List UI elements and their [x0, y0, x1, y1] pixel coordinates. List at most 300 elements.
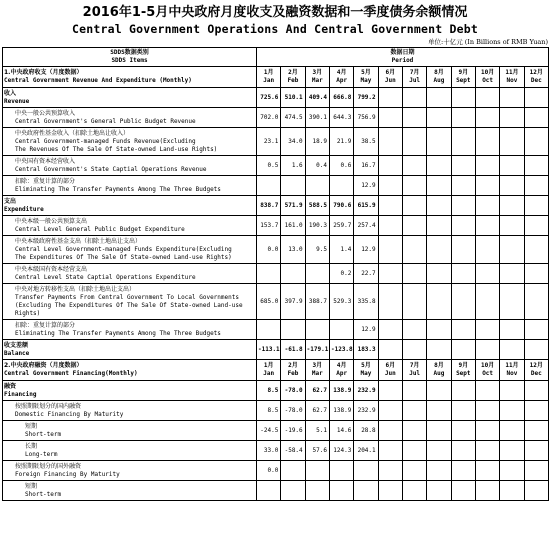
table-row [3, 461, 549, 481]
value-cell: 28.8 [354, 421, 378, 441]
month-label-en: May [360, 370, 372, 377]
row-label-cn: 收支差额 [4, 341, 29, 349]
value-cell: 0.0 [257, 461, 281, 481]
value-cell: 790.6 [329, 196, 353, 216]
value-cell [451, 196, 475, 216]
month-label-cn: 11月 [505, 69, 519, 76]
month-label-en: Dec [530, 370, 542, 377]
value-cell [475, 461, 499, 481]
value-cell [524, 421, 548, 441]
value-cell [500, 381, 524, 401]
value-cell [427, 156, 451, 176]
value-cell: 23.1 [257, 128, 281, 156]
value-cell: 257.4 [354, 216, 378, 236]
month-label-en: Sept [456, 370, 471, 377]
value-cell [281, 320, 305, 340]
table-row [3, 441, 549, 461]
value-cell: 12.9 [354, 320, 378, 340]
row-label [3, 156, 257, 176]
value-cell: 838.7 [257, 196, 281, 216]
month-header [354, 360, 378, 381]
value-cell [451, 441, 475, 461]
month-header [329, 67, 353, 88]
row-label-en: Long-term [25, 450, 58, 458]
value-cell [427, 421, 451, 441]
month-header [378, 360, 402, 381]
value-cell: 12.9 [354, 176, 378, 196]
section-title [3, 360, 257, 381]
row-label-cn: 中央国有资本经营收入 [15, 157, 76, 165]
value-cell [402, 421, 426, 441]
row-label-cn: 中央一般公共预算收入 [15, 109, 76, 117]
value-cell: 38.5 [354, 128, 378, 156]
month-label-cn: 1月 [263, 69, 274, 76]
month-header [257, 360, 281, 381]
row-label-cn: 支出 [4, 197, 17, 205]
value-cell [475, 284, 499, 320]
table-row [3, 421, 549, 441]
row-label-en: Central Level General Public Budget Expenditure [15, 225, 185, 233]
value-cell [451, 481, 475, 501]
month-header [427, 67, 451, 88]
value-cell [257, 264, 281, 284]
value-cell [378, 88, 402, 108]
value-cell [427, 481, 451, 501]
value-cell [305, 320, 329, 340]
value-cell [427, 401, 451, 421]
value-cell: 0.4 [305, 156, 329, 176]
row-label-en: Financing [4, 390, 37, 398]
row-label-en: The Revenues Of The Sale Of State-owned Land-use Rights) [15, 145, 218, 153]
value-cell [500, 401, 524, 421]
month-header [257, 67, 281, 88]
value-cell: 529.3 [329, 284, 353, 320]
value-cell [427, 176, 451, 196]
value-cell [402, 340, 426, 360]
month-header [402, 67, 426, 88]
month-header [281, 67, 305, 88]
value-cell [402, 176, 426, 196]
value-cell [524, 236, 548, 264]
value-cell: 397.9 [281, 284, 305, 320]
row-label-en: Revenue [4, 97, 30, 105]
month-label-en: Oct [482, 77, 494, 84]
value-cell: -113.1 [257, 340, 281, 360]
row-label-en: Transfer Payments From Central Government To Local Governments [15, 293, 239, 301]
value-cell [257, 320, 281, 340]
value-cell [427, 441, 451, 461]
value-cell: 62.7 [305, 381, 329, 401]
value-cell: 409.4 [305, 88, 329, 108]
row-label [3, 381, 257, 401]
month-label-cn: 10月 [481, 69, 495, 76]
value-cell: 57.6 [305, 441, 329, 461]
data-table [2, 47, 549, 501]
month-header [329, 360, 353, 381]
month-header [451, 360, 475, 381]
value-cell [524, 128, 548, 156]
value-cell: 183.3 [354, 340, 378, 360]
value-cell [475, 381, 499, 401]
section-title-en: Central Government Financing(Monthly) [4, 370, 138, 377]
value-cell [305, 264, 329, 284]
month-label-en: Jul [409, 370, 421, 377]
month-label-en: Apr [336, 370, 348, 377]
value-cell [500, 461, 524, 481]
month-header [402, 360, 426, 381]
value-cell [451, 284, 475, 320]
value-cell [378, 441, 402, 461]
row-label-en: Balance [4, 349, 30, 357]
items-header-cn: SDDS数据类别 [110, 49, 149, 56]
value-cell [524, 320, 548, 340]
value-cell: 685.0 [257, 284, 281, 320]
value-cell [475, 320, 499, 340]
value-cell [475, 128, 499, 156]
month-label-cn: 8月 [434, 362, 444, 369]
value-cell [402, 108, 426, 128]
value-cell [500, 176, 524, 196]
value-cell [524, 401, 548, 421]
value-cell [378, 320, 402, 340]
page-title-en: Central Government Operations And Central Government Debt [71, 22, 479, 36]
row-label [3, 481, 257, 501]
value-cell: 571.9 [281, 196, 305, 216]
row-label [3, 88, 257, 108]
month-label-cn: 4月 [336, 362, 347, 369]
value-cell [451, 88, 475, 108]
row-label-en: Rights) [15, 309, 41, 317]
value-cell [475, 401, 499, 421]
value-cell: -78.0 [281, 381, 305, 401]
period-header [257, 48, 549, 67]
month-label-en: Jan [263, 370, 275, 377]
value-cell [524, 196, 548, 216]
month-label-cn: 3月 [312, 362, 323, 369]
value-cell [427, 381, 451, 401]
value-cell [451, 264, 475, 284]
value-cell [475, 176, 499, 196]
month-label-cn: 1月 [263, 362, 274, 369]
page-title-cn: 2016年1-5月中央政府月度收支及融资数据和一季度债务余额情况 [82, 5, 468, 20]
value-cell: 8.5 [257, 401, 281, 421]
row-label-en: Central Government's General Public Budget Revenue [15, 117, 196, 125]
value-cell [378, 108, 402, 128]
row-label-en: Foreign Financing By Maturity [15, 470, 120, 478]
value-cell [378, 401, 402, 421]
value-cell [402, 216, 426, 236]
row-label-cn: 扣除：重复计算的部分 [15, 177, 76, 185]
row-label-cn: 中央对地方转移性支出（扣除土地出让支出） [15, 285, 136, 293]
value-cell [524, 108, 548, 128]
month-header [281, 360, 305, 381]
value-cell [451, 156, 475, 176]
value-cell [500, 481, 524, 501]
month-label-en: Sept [456, 77, 471, 84]
row-label [3, 236, 257, 264]
row-label [3, 421, 257, 441]
row-label [3, 264, 257, 284]
month-label-en: Jun [384, 77, 396, 84]
table-row [3, 340, 549, 360]
row-label [3, 108, 257, 128]
row-label [3, 441, 257, 461]
value-cell [475, 481, 499, 501]
table-row [3, 156, 549, 176]
month-label-en: Feb [287, 77, 299, 84]
value-cell [378, 156, 402, 176]
month-label-en: Apr [336, 77, 348, 84]
row-label-en: Expenditure [4, 205, 44, 213]
value-cell [524, 284, 548, 320]
value-cell [378, 340, 402, 360]
month-label-en: Aug [433, 77, 445, 84]
period-header-en: Period [391, 57, 414, 64]
value-cell [378, 128, 402, 156]
value-cell [524, 264, 548, 284]
value-cell: 21.9 [329, 128, 353, 156]
table-row [3, 284, 549, 320]
value-cell [305, 461, 329, 481]
table-header-row [3, 48, 549, 67]
value-cell [427, 320, 451, 340]
value-cell [354, 461, 378, 481]
value-cell [500, 264, 524, 284]
month-label-cn: 9月 [458, 362, 469, 369]
month-label-cn: 6月 [385, 69, 396, 76]
value-cell [427, 284, 451, 320]
month-label-cn: 12月 [529, 69, 543, 76]
value-cell [402, 320, 426, 340]
value-cell [427, 236, 451, 264]
month-header [305, 67, 329, 88]
section-header-row [3, 360, 549, 381]
value-cell [378, 216, 402, 236]
value-cell [475, 216, 499, 236]
value-cell [524, 340, 548, 360]
value-cell: 138.9 [329, 401, 353, 421]
month-header [451, 67, 475, 88]
value-cell [427, 88, 451, 108]
value-cell [402, 284, 426, 320]
value-cell [524, 441, 548, 461]
value-cell [305, 481, 329, 501]
value-cell: 9.5 [305, 236, 329, 264]
value-cell [500, 340, 524, 360]
value-cell: 22.7 [354, 264, 378, 284]
value-cell [281, 264, 305, 284]
value-cell: 474.5 [281, 108, 305, 128]
value-cell [500, 128, 524, 156]
month-header [475, 67, 499, 88]
value-cell: -58.4 [281, 441, 305, 461]
month-label-en: Mar [311, 370, 323, 377]
month-label-en: Mar [311, 77, 323, 84]
month-label-en: Jul [409, 77, 421, 84]
row-label-cn: 扣除：重复计算的部分 [15, 321, 76, 329]
value-cell: 13.0 [281, 236, 305, 264]
month-label-en: May [360, 77, 372, 84]
value-cell [427, 461, 451, 481]
value-cell [402, 236, 426, 264]
value-cell [500, 216, 524, 236]
row-label [3, 128, 257, 156]
value-cell: -179.1 [305, 340, 329, 360]
value-cell [427, 108, 451, 128]
value-cell [378, 421, 402, 441]
value-cell: 62.7 [305, 401, 329, 421]
month-header [475, 360, 499, 381]
value-cell [475, 340, 499, 360]
unit-note: 单位:十亿元 (In Billions of RMB Yuan) [428, 38, 548, 46]
value-cell: -61.8 [281, 340, 305, 360]
month-label-cn: 3月 [312, 69, 323, 76]
value-cell [427, 216, 451, 236]
value-cell [475, 156, 499, 176]
row-label-cn: 融资 [4, 382, 17, 390]
value-cell [451, 401, 475, 421]
month-header [354, 67, 378, 88]
value-cell [451, 461, 475, 481]
row-label-cn: 短期 [25, 482, 38, 490]
table-row [3, 88, 549, 108]
value-cell [500, 196, 524, 216]
value-cell: 232.9 [354, 401, 378, 421]
value-cell: 756.9 [354, 108, 378, 128]
value-cell: 702.0 [257, 108, 281, 128]
value-cell [402, 128, 426, 156]
value-cell: 725.6 [257, 88, 281, 108]
month-label-cn: 6月 [385, 362, 396, 369]
section-title [3, 67, 257, 88]
value-cell: 190.3 [305, 216, 329, 236]
value-cell: -123.8 [329, 340, 353, 360]
table-row [3, 264, 549, 284]
month-header [427, 360, 451, 381]
table-row [3, 236, 549, 264]
month-label-en: Oct [482, 370, 494, 377]
value-cell: 153.7 [257, 216, 281, 236]
month-label-cn: 4月 [336, 69, 347, 76]
value-cell: 124.3 [329, 441, 353, 461]
row-label-cn: 按照期限划分的国外融资 [15, 462, 82, 470]
value-cell: -19.6 [281, 421, 305, 441]
month-label-en: Jun [384, 370, 396, 377]
row-label-cn: 收入 [4, 89, 17, 97]
value-cell [500, 441, 524, 461]
value-cell [451, 320, 475, 340]
month-label-cn: 7月 [409, 69, 420, 76]
month-header [524, 360, 548, 381]
value-cell [329, 481, 353, 501]
value-cell [402, 88, 426, 108]
value-cell [500, 88, 524, 108]
value-cell [354, 481, 378, 501]
row-label [3, 340, 257, 360]
value-cell [451, 236, 475, 264]
table-row [3, 176, 549, 196]
value-cell [281, 481, 305, 501]
value-cell [427, 340, 451, 360]
value-cell: 799.2 [354, 88, 378, 108]
row-label [3, 320, 257, 340]
value-cell [427, 128, 451, 156]
value-cell: 1.6 [281, 156, 305, 176]
value-cell [402, 264, 426, 284]
value-cell: 232.9 [354, 381, 378, 401]
value-cell: 388.7 [305, 284, 329, 320]
month-label-en: Jan [263, 77, 275, 84]
month-header [500, 360, 524, 381]
value-cell [378, 461, 402, 481]
value-cell: 34.0 [281, 128, 305, 156]
table-row [3, 401, 549, 421]
value-cell [451, 421, 475, 441]
table-row [3, 128, 549, 156]
value-cell: 588.5 [305, 196, 329, 216]
value-cell [402, 461, 426, 481]
value-cell [451, 108, 475, 128]
value-cell: -78.0 [281, 401, 305, 421]
month-label-en: Nov [506, 370, 518, 377]
value-cell [257, 176, 281, 196]
row-label-cn: 中央本级一般公共预算支出 [15, 217, 88, 225]
value-cell [378, 284, 402, 320]
value-cell [257, 481, 281, 501]
value-cell [451, 176, 475, 196]
table-row [3, 196, 549, 216]
value-cell [475, 108, 499, 128]
month-label-cn: 2月 [288, 362, 298, 369]
section-header-row [3, 67, 549, 88]
value-cell [427, 196, 451, 216]
value-cell [402, 381, 426, 401]
value-cell [500, 156, 524, 176]
value-cell [524, 461, 548, 481]
row-label [3, 461, 257, 481]
value-cell: 335.8 [354, 284, 378, 320]
value-cell: 510.1 [281, 88, 305, 108]
value-cell [305, 176, 329, 196]
value-cell [524, 176, 548, 196]
value-cell [378, 481, 402, 501]
value-cell [524, 481, 548, 501]
table-row [3, 216, 549, 236]
value-cell [281, 176, 305, 196]
row-label-en: Short-term [25, 490, 62, 498]
row-label-en: Central Level State Captial Operations Expenditure [15, 273, 196, 281]
value-cell [475, 264, 499, 284]
value-cell [500, 236, 524, 264]
value-cell [475, 196, 499, 216]
value-cell: 615.9 [354, 196, 378, 216]
value-cell: 138.9 [329, 381, 353, 401]
month-label-cn: 7月 [409, 362, 420, 369]
value-cell [451, 216, 475, 236]
row-label-cn: 中央本级政府性基金支出（扣除土地出让支出） [15, 237, 142, 245]
row-label-cn: 中央政府性基金收入（扣除土地出让收入） [15, 129, 130, 137]
month-label-en: Dec [530, 77, 542, 84]
month-label-en: Nov [506, 77, 518, 84]
month-label-cn: 2月 [288, 69, 298, 76]
value-cell: 666.8 [329, 88, 353, 108]
section-title-en: Central Government Revenue And Expenditure (Monthly) [4, 77, 192, 84]
value-cell [329, 461, 353, 481]
value-cell [524, 381, 548, 401]
value-cell [500, 108, 524, 128]
section-title-cn: 2.中央政府融资（月度数据） [4, 362, 83, 369]
value-cell [524, 88, 548, 108]
